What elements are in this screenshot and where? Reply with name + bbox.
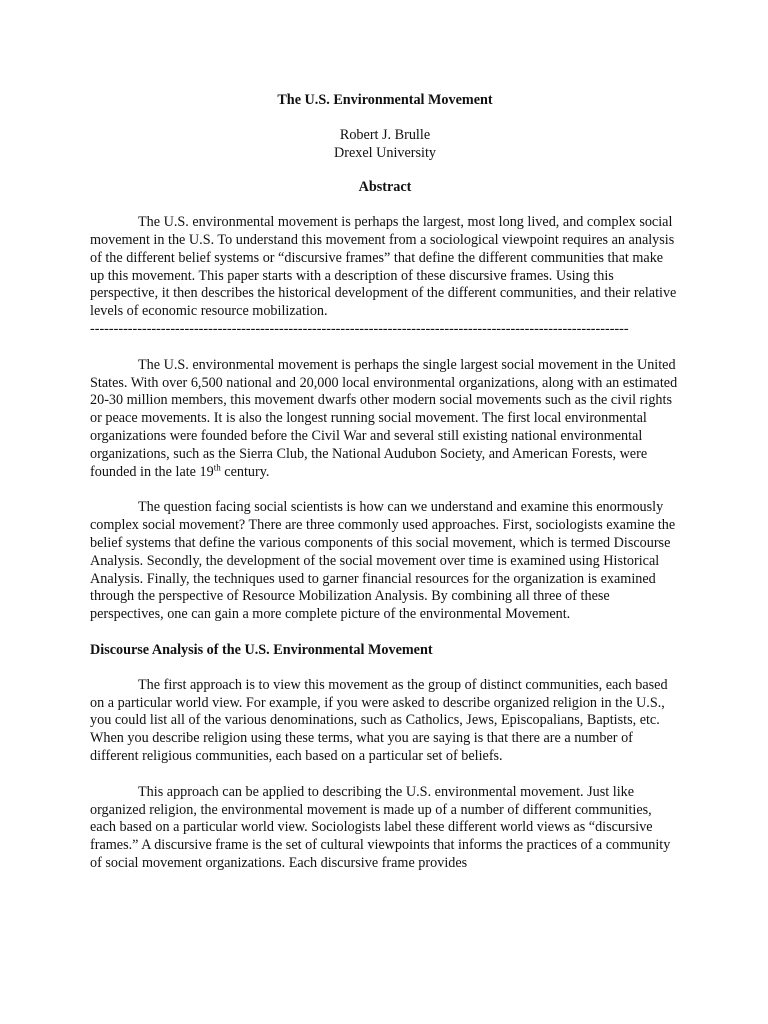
body-paragraph-4: This approach can be applied to describing the U.S. environmental movement. Just like organized religion, the environmental movement is made up of a number of different communities, each based on a particular world view. Sociologists label these different world views as “discursive frames.” A discursive frame is the set of cultural viewpoints that informs the practices of a community of social movement organizations. Each discursive frame provides [90, 783, 671, 871]
author-affiliation: Drexel University [333, 144, 437, 161]
section-heading: Discourse Analysis of the U.S. Environmental Movement [90, 641, 433, 658]
document-page [90, 92, 680, 891]
author-name: Robert J. Brulle [339, 126, 431, 143]
ordinal-suffix: th [213, 461, 221, 472]
body-paragraph-1 [90, 357, 680, 482]
abstract-text: The U.S. environmental movement is perhaps the largest, most long lived, and complex social movement in the U.S. To understand this movement from a sociological viewpoint requires an analysis of the different belief systems or “discursive frames” that define the different communities that make up this movement. This paper starts with a description of these discursive frames. Using this perspective, it then describes the historical development of the different communities, and their relative levels of economic resource mobilization. [90, 214, 677, 320]
paper-title: The U.S. Environmental Movement [277, 92, 493, 108]
author-block [90, 127, 680, 163]
abstract-heading: Abstract [358, 179, 412, 196]
body-paragraph-1-text: The U.S. environmental movement is perhaps the single largest social movement in the United States. With over 6,500 national and 20,000 local environmental organizations, along with an estimated 20-30 million members, this movement dwarfs other modern social movements such as the civil rights or peace movements. It is also the longest running social movement. The first local environmental organizations were founded before the Civil War and several still existing national environmental organizations, such as the Sierra Club, the National Audubon Society, and American Forests, were founded in the late 19 [90, 356, 678, 480]
body-paragraph-2: The question facing social scientists is how can we understand and examine this enormously complex social movement? There are three commonly used approaches. First, sociologists examine the belief systems that define the various components of this social movement, which is termed Discourse Analysis. Secondly, the development of the social movement over time is examined using Historical Analysis. Finally, the techniques used to garner financial resources for the organization is examined through the perspective of Resource Mobilization Analysis. By combining all three of these perspectives, one can gain a more complete picture of the environmental Movement. [90, 499, 676, 623]
body-paragraph-3: The first approach is to view this movement as the group of distinct communities, each based on a particular world view. For example, if you were asked to describe organized religion in the U.S., you could list all of the various denominations, such as Catholics, Jews, Episcopalians, Baptists, etc. When you describe religion using these terms, what you are saying is that there are a number of different religious communities, each based on a particular set of beliefs. [90, 676, 668, 764]
section-divider: ------------------------------------------------------------------------------------------------------------------ [90, 320, 629, 337]
body-paragraph-1-end: century. [220, 463, 270, 480]
